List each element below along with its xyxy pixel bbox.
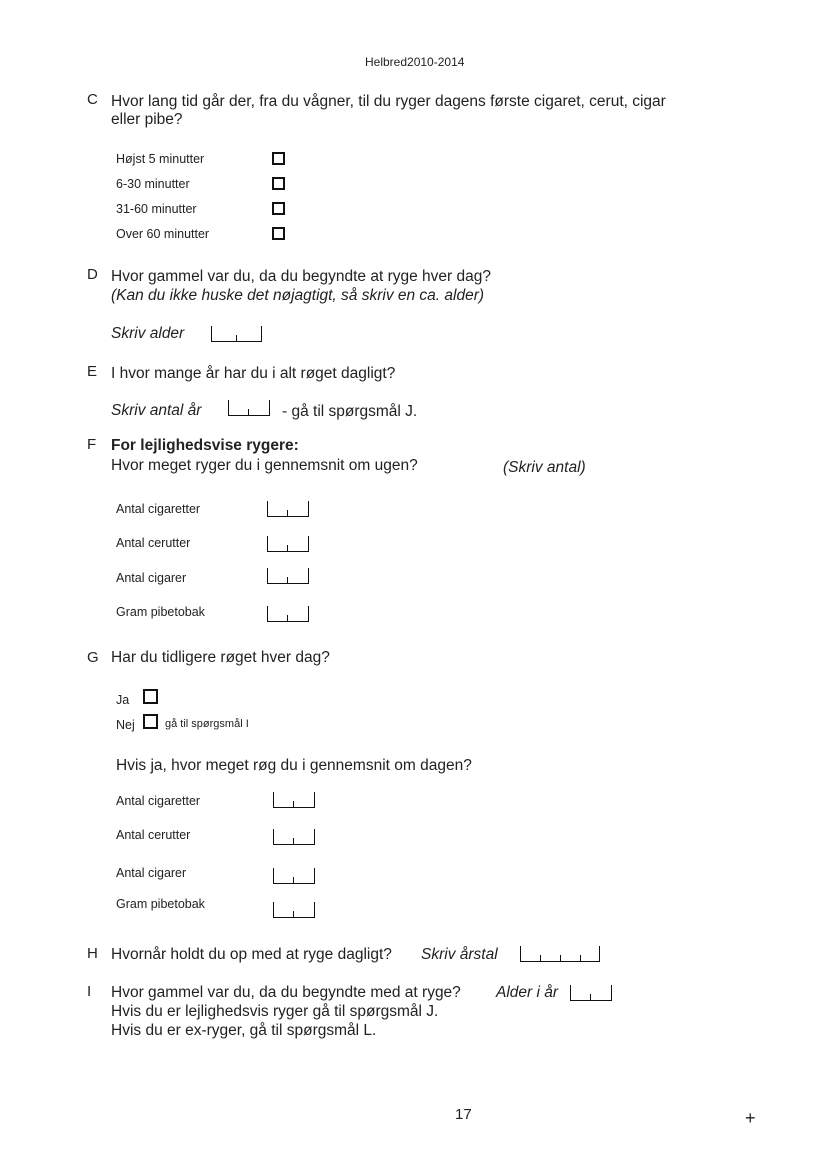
digit-divider — [287, 615, 288, 621]
question-letter-d: D — [87, 266, 98, 283]
question-d-text: Hvor gammel var du, da du begyndte at ryge hver dag? — [111, 268, 491, 285]
checkbox-c-3[interactable] — [272, 202, 285, 215]
question-h-field-label: Skriv årstal — [421, 946, 498, 963]
question-f-text: Hvor meget ryger du i gennemsnit om ugen? — [111, 457, 418, 474]
item-label-f-1: Antal cigaretter — [116, 502, 201, 516]
question-f-hint: (Skriv antal) — [503, 459, 586, 476]
count-input-g-3[interactable] — [273, 868, 315, 884]
question-i-instruction-2: Hvis du er ex-ryger, gå til spørgsmål L. — [111, 1022, 377, 1039]
question-c-text-line2: eller pibe? — [111, 111, 183, 128]
age-input-i[interactable] — [570, 985, 612, 1001]
digit-divider — [540, 955, 541, 961]
page-number: 17 — [455, 1106, 472, 1123]
question-g-skip: gå til spørgsmål I — [165, 718, 249, 730]
item-label-g-2: Antal cerutter — [116, 828, 191, 842]
digit-divider — [248, 409, 249, 415]
count-input-f-4[interactable] — [267, 606, 309, 622]
checkbox-c-2[interactable] — [272, 177, 285, 190]
page-header: Helbred2010-2014 — [365, 55, 465, 69]
digit-divider — [293, 911, 294, 917]
count-input-f-2[interactable] — [267, 536, 309, 552]
question-letter-h: H — [87, 945, 98, 962]
checkbox-c-1[interactable] — [272, 152, 285, 165]
option-label-c-4: Over 60 minutter — [116, 227, 210, 241]
answer-label-yes: Ja — [116, 693, 130, 707]
question-f-heading: For lejlighedsvise rygere: — [111, 437, 299, 454]
question-e-text: I hvor mange år har du i alt røget dagligt? — [111, 365, 396, 382]
digit-divider — [560, 955, 561, 961]
question-i-text: Hvor gammel var du, da du begyndte med at ryge? — [111, 984, 461, 1001]
question-letter-c: C — [87, 91, 98, 108]
year-input-h[interactable] — [520, 946, 600, 962]
question-e-field-label: Skriv antal år — [111, 402, 202, 419]
count-input-f-1[interactable] — [267, 501, 309, 517]
checkbox-g-yes[interactable] — [143, 689, 158, 704]
item-label-f-2: Antal cerutter — [116, 536, 191, 550]
count-input-g-4[interactable] — [273, 902, 315, 918]
option-label-c-2: 6-30 minutter — [116, 177, 190, 191]
digit-divider — [293, 877, 294, 883]
question-letter-i: I — [87, 983, 92, 1000]
question-c-text-line1: Hvor lang tid går der, fra du vågner, til du ryger dagens første cigaret, cerut, cigar — [111, 93, 666, 110]
question-g-followup: Hvis ja, hvor meget røg du i gennemsnit om dagen? — [116, 757, 472, 774]
item-label-f-3: Antal cigarer — [116, 571, 187, 585]
checkbox-c-4[interactable] — [272, 227, 285, 240]
age-input-d[interactable] — [211, 326, 262, 342]
digit-divider — [287, 510, 288, 516]
checkbox-g-no[interactable] — [143, 714, 158, 729]
question-d-field-label: Skriv alder — [111, 325, 185, 342]
digit-divider — [590, 994, 591, 1000]
question-d-note: (Kan du ikke huske det nøjagtigt, så skriv en ca. alder) — [111, 287, 485, 304]
item-label-g-4: Gram pibetobak — [116, 897, 205, 911]
digit-divider — [293, 838, 294, 844]
question-letter-g: G — [87, 649, 99, 666]
count-input-f-3[interactable] — [267, 568, 309, 584]
registration-mark: + — [745, 1108, 756, 1128]
option-label-c-1: Højst 5 minutter — [116, 152, 205, 166]
item-label-f-4: Gram pibetobak — [116, 605, 205, 619]
question-i-instruction-1: Hvis du er lejlighedsvis ryger gå til spørgsmål J. — [111, 1003, 439, 1020]
option-label-c-3: 31-60 minutter — [116, 202, 197, 216]
question-e-skip: - gå til spørgsmål J. — [282, 403, 418, 420]
digit-divider — [293, 801, 294, 807]
digit-divider — [287, 577, 288, 583]
question-i-field-label: Alder i år — [496, 984, 559, 1001]
count-input-g-2[interactable] — [273, 829, 315, 845]
answer-label-no: Nej — [116, 718, 135, 732]
question-letter-f: F — [87, 436, 97, 453]
question-letter-e: E — [87, 363, 98, 380]
question-h-text: Hvornår holdt du op med at ryge dagligt? — [111, 946, 392, 963]
digit-divider — [287, 545, 288, 551]
digit-divider — [580, 955, 581, 961]
count-input-g-1[interactable] — [273, 792, 315, 808]
question-g-text: Har du tidligere røget hver dag? — [111, 649, 330, 666]
item-label-g-1: Antal cigaretter — [116, 794, 201, 808]
digit-divider — [236, 335, 237, 341]
years-input-e[interactable] — [228, 400, 270, 416]
item-label-g-3: Antal cigarer — [116, 866, 187, 880]
